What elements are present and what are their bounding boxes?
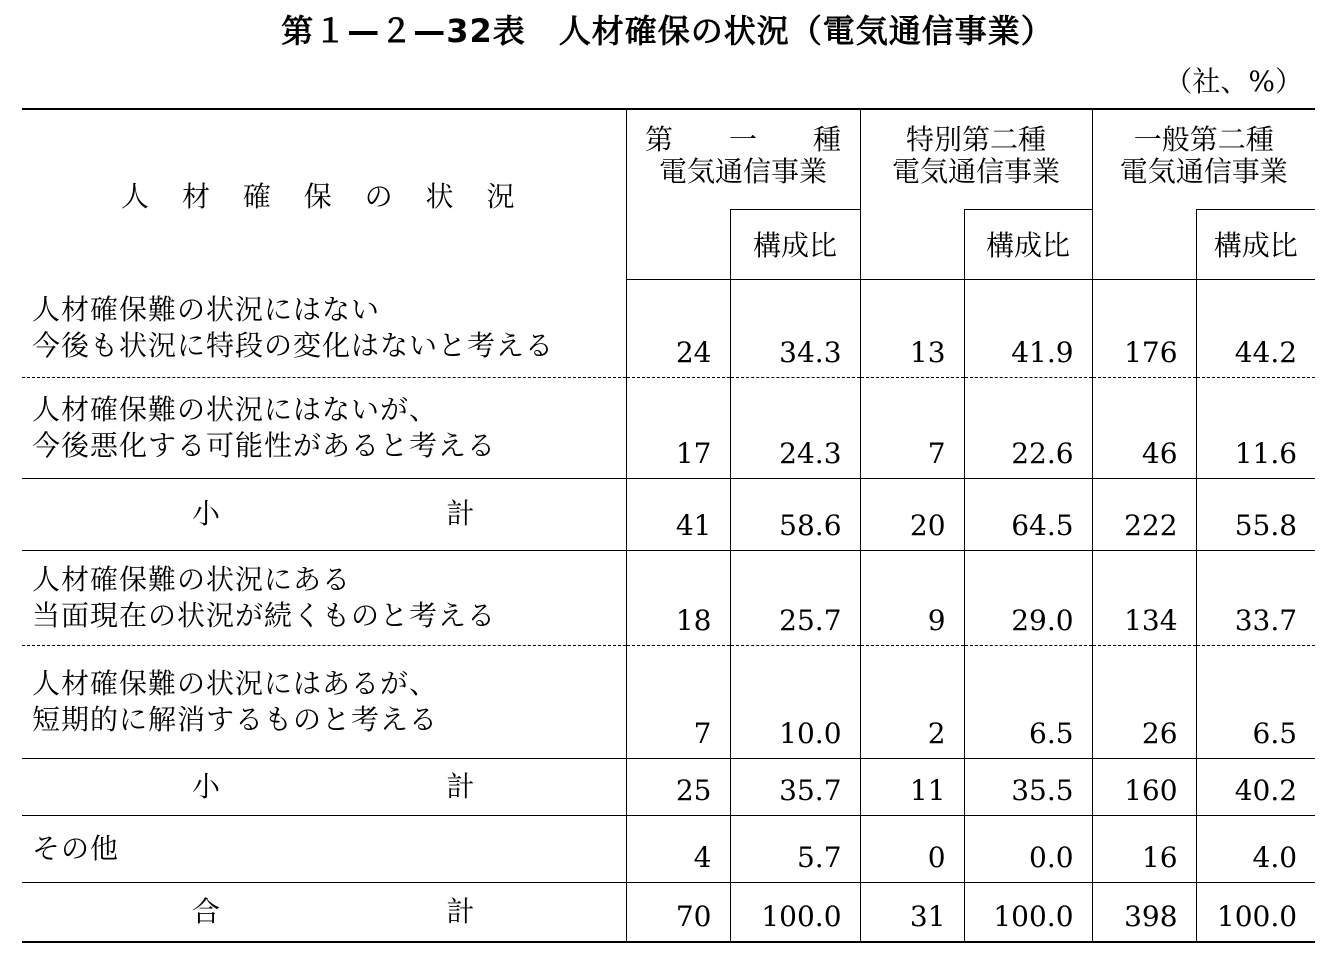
- header-count-blank: [626, 209, 730, 279]
- cell-count: 25: [626, 758, 730, 815]
- subtotal-label-right: 計: [446, 769, 476, 803]
- cell-count: 176: [1092, 279, 1196, 377]
- row-label-line1: 人材確保難の状況にはあるが、: [32, 666, 439, 700]
- cell-ratio: 33.7: [1196, 550, 1315, 645]
- header-group-line1: 特別第二種: [906, 123, 1047, 156]
- total-label: [22, 882, 626, 942]
- subtotal-label-left: 小: [192, 769, 222, 803]
- header-group-line2: 電気通信事業: [892, 155, 1061, 188]
- cell-count: 16: [1092, 815, 1196, 882]
- header-group-line2: 電気通信事業: [1119, 155, 1288, 188]
- subtotal-row: [22, 758, 1315, 815]
- cell-ratio: 55.8: [1196, 478, 1315, 550]
- subtotal-label-left: 小: [192, 497, 222, 530]
- cell-count: 46: [1092, 377, 1196, 478]
- header-group-line1: 第 一 種: [645, 123, 842, 156]
- cell-ratio: 22.6: [964, 377, 1092, 478]
- cell-count: 160: [1092, 758, 1196, 815]
- row-label-line1: 人材確保難の状況にはない: [32, 292, 381, 326]
- cell-ratio: 40.2: [1196, 758, 1315, 815]
- cell-ratio: 64.5: [964, 478, 1092, 550]
- cell-count: 20: [860, 478, 964, 550]
- header-group-type1: [626, 109, 860, 209]
- unit-label: （社、%）: [1164, 65, 1303, 98]
- cell-count: 31: [860, 882, 964, 942]
- cell-count: 222: [1092, 478, 1196, 550]
- cell-ratio: 25.7: [730, 550, 860, 645]
- row-label: [22, 279, 626, 377]
- cell-ratio: 0.0: [964, 815, 1092, 882]
- subtotal-label-right: 計: [446, 497, 476, 530]
- cell-ratio: 11.6: [1196, 377, 1315, 478]
- cell-count: 134: [1092, 550, 1196, 645]
- row-label-line2: 当面現在の状況が続くものと考える: [32, 598, 497, 632]
- cell-ratio: 58.6: [730, 478, 860, 550]
- header-count-blank: [1092, 209, 1196, 279]
- cell-ratio: 35.7: [730, 758, 860, 815]
- cell-ratio: 100.0: [1196, 882, 1315, 942]
- header-ratio: 構成比: [964, 209, 1092, 279]
- cell-ratio: 10.0: [730, 645, 860, 758]
- cell-count: 24: [626, 279, 730, 377]
- cell-ratio: 100.0: [964, 882, 1092, 942]
- table-row: [22, 645, 1315, 758]
- row-label: [22, 645, 626, 758]
- cell-ratio: 35.5: [964, 758, 1092, 815]
- subtotal-row: [22, 478, 1315, 550]
- cell-ratio: 44.2: [1196, 279, 1315, 377]
- row-label-line2: 今後も状況に特段の変化はないと考える: [32, 328, 555, 362]
- cell-ratio: 34.3: [730, 279, 860, 377]
- cell-count: 70: [626, 882, 730, 942]
- header-count-blank: [860, 209, 964, 279]
- cell-count: 17: [626, 377, 730, 478]
- cell-count: 2: [860, 645, 964, 758]
- table-title: 第１—２—32表 人材確保の状況（電気通信事業）: [281, 12, 1054, 50]
- cell-ratio: 100.0: [730, 882, 860, 942]
- row-label: [22, 550, 626, 645]
- cell-ratio: 4.0: [1196, 815, 1315, 882]
- cell-ratio: 41.9: [964, 279, 1092, 377]
- header-group-line1: 一般第二種: [1133, 123, 1274, 156]
- row-label-line1: 人材確保難の状況にはないが、: [32, 392, 439, 426]
- cell-count: 9: [860, 550, 964, 645]
- cell-count: 0: [860, 815, 964, 882]
- row-label-line1: その他: [32, 831, 120, 865]
- cell-ratio: 29.0: [964, 550, 1092, 645]
- cell-count: 7: [626, 645, 730, 758]
- total-label-right: 計: [446, 894, 476, 928]
- cell-count: 26: [1092, 645, 1196, 758]
- total-row: [22, 882, 1315, 942]
- header-category: 人 材 確 保 の 状 況: [22, 109, 626, 279]
- header-group-special2: [860, 109, 1092, 209]
- cell-count: 41: [626, 478, 730, 550]
- header-group-general2: [1092, 109, 1315, 209]
- row-label-line2: 今後悪化する可能性があると考える: [32, 428, 497, 462]
- staffing-status-table: [22, 108, 1315, 943]
- cell-ratio: 6.5: [964, 645, 1092, 758]
- cell-count: 11: [860, 758, 964, 815]
- subtotal-label: [22, 758, 626, 815]
- cell-ratio: 24.3: [730, 377, 860, 478]
- header-ratio: 構成比: [730, 209, 860, 279]
- cell-count: 18: [626, 550, 730, 645]
- cell-count: 4: [626, 815, 730, 882]
- cell-ratio: 6.5: [1196, 645, 1315, 758]
- cell-ratio: 5.7: [730, 815, 860, 882]
- cell-count: 398: [1092, 882, 1196, 942]
- total-label-left: 合: [192, 894, 222, 928]
- table-row: [22, 279, 1315, 377]
- header-ratio: 構成比: [1196, 209, 1315, 279]
- subtotal-label: [22, 478, 626, 550]
- cell-count: 7: [860, 377, 964, 478]
- header-group-line2: 電気通信事業: [659, 155, 828, 188]
- row-label: [22, 377, 626, 478]
- row-label-line1: 人材確保難の状況にある: [32, 562, 352, 596]
- row-label: [22, 815, 626, 882]
- table-row: [22, 550, 1315, 645]
- table-row: [22, 377, 1315, 478]
- row-label-line2: 短期的に解消するものと考える: [32, 702, 439, 736]
- cell-count: 13: [860, 279, 964, 377]
- table-row: [22, 815, 1315, 882]
